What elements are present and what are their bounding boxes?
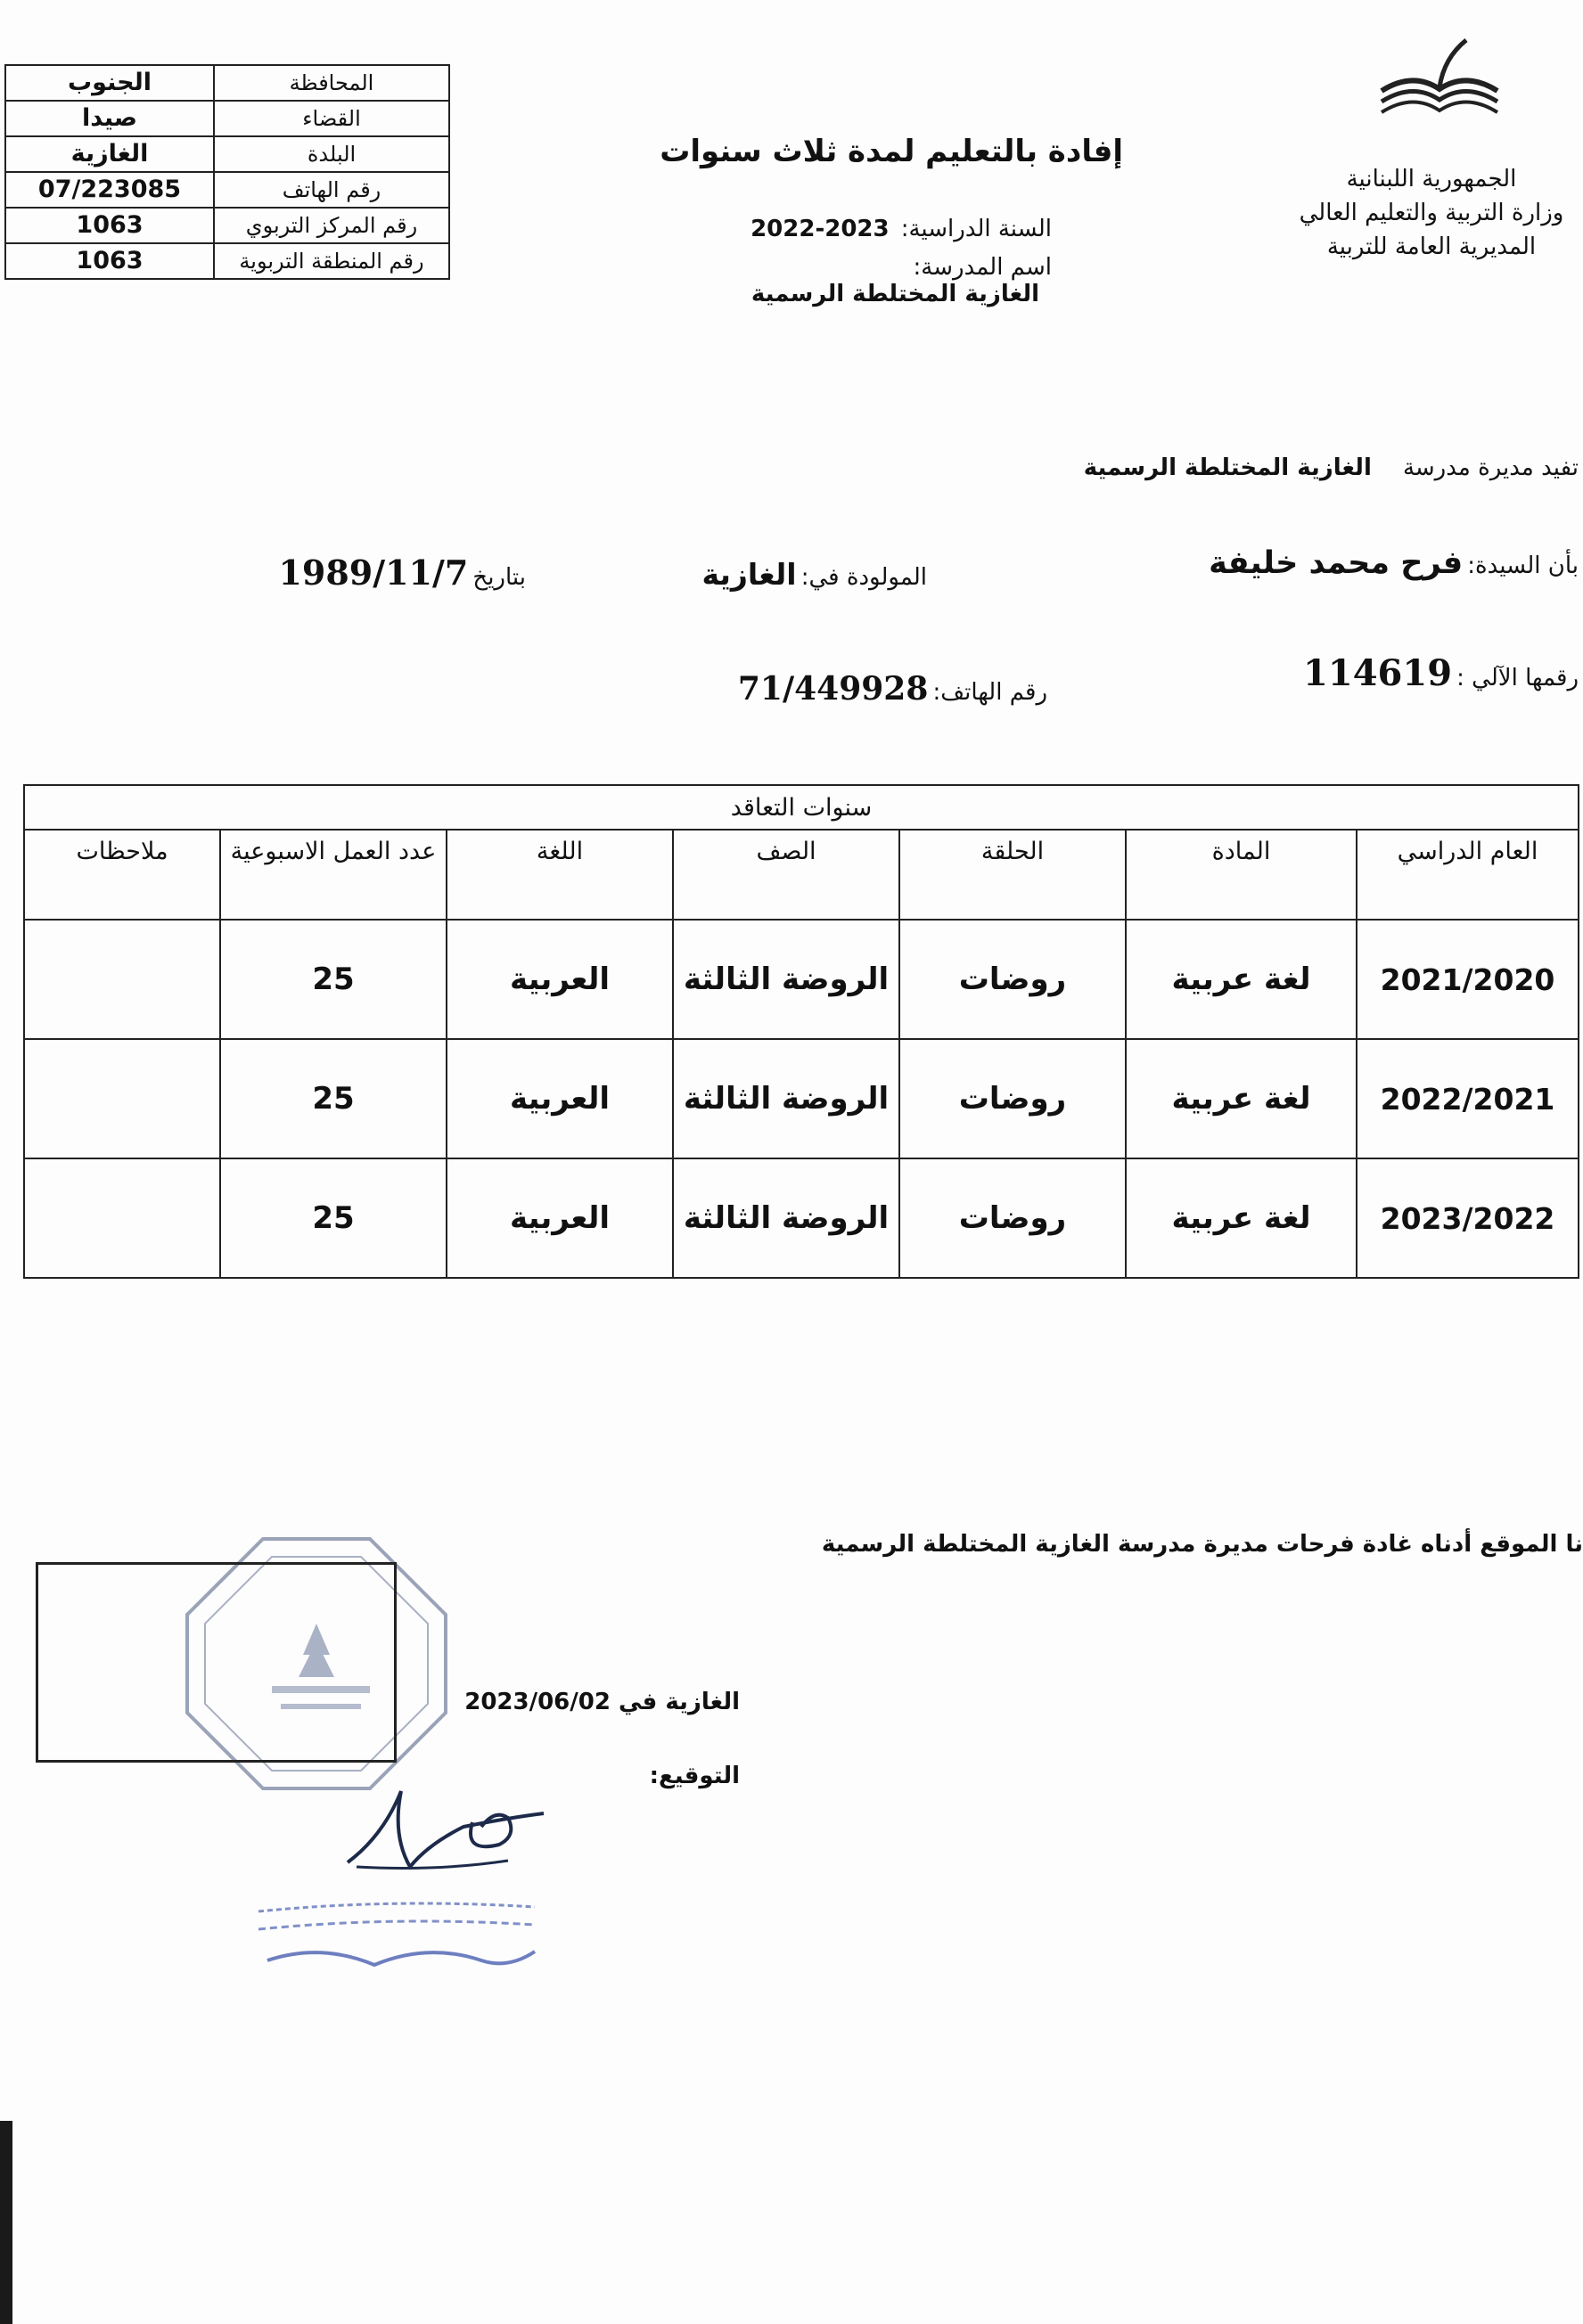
header-cycle: الحلقة: [899, 830, 1126, 920]
cell-year: 2021/2020: [1357, 920, 1579, 1039]
id-label: رقمها الآلي :: [1456, 665, 1579, 691]
signature-box: [36, 1562, 397, 1763]
place-date: الغازية في 2023/06/02: [464, 1689, 740, 1715]
info-value: صيدا: [5, 101, 214, 136]
born-line: [695, 557, 927, 592]
cell-subject: لغة عربية: [1126, 1158, 1357, 1278]
table-caption: سنوات التعاقد: [24, 785, 1579, 830]
school-year-label: السنة الدراسية:: [900, 216, 1052, 242]
info-value: الجنوب: [5, 65, 214, 101]
intro-line: [1044, 454, 1579, 481]
ministry-logo: [1368, 36, 1511, 143]
handwritten-signature: [330, 1782, 562, 1889]
header-year: العام الدراسي: [1357, 830, 1579, 920]
school-year-value: 2023-2022: [750, 216, 890, 242]
cell-language: العربية: [447, 1158, 673, 1278]
cell-cycle: روضات: [899, 1158, 1126, 1278]
cell-subject: لغة عربية: [1126, 1039, 1357, 1158]
cell-cycle: روضات: [899, 1039, 1126, 1158]
cell-language: العربية: [447, 920, 673, 1039]
directorate-name: المديرية العامة للتربية: [1326, 233, 1537, 260]
info-row: [5, 136, 449, 172]
table-caption-row: [24, 785, 1579, 830]
info-value: الغازية: [5, 136, 214, 172]
signatory-statement: نا الموقع أدناه غادة فرحات مديرة مدرسة الغازية المختلطة الرسمية: [821, 1531, 1583, 1558]
school-name-line: [651, 254, 1052, 307]
cell-class: الروضة الثالثة: [673, 1039, 899, 1158]
cell-year: 2022/2021: [1357, 1039, 1579, 1158]
born-place: الغازية: [701, 557, 797, 592]
info-key: رقم المركز التربوي: [214, 208, 449, 243]
info-row: [5, 172, 449, 208]
cell-language: العربية: [447, 1039, 673, 1158]
school-name-value: الغازية المختلطة الرسمية: [750, 281, 1039, 307]
table-row: [24, 920, 1579, 1039]
info-row: [5, 101, 449, 136]
school-info-table: [4, 64, 450, 280]
phone-label: رقم الهاتف:: [932, 679, 1047, 706]
lady-label: بأن السيدة:: [1467, 552, 1579, 579]
header-class: الصف: [673, 830, 899, 920]
info-key: رقم المنطقة التربوية: [214, 243, 449, 279]
info-row: [5, 208, 449, 243]
info-key: القضاء: [214, 101, 449, 136]
date-label: بتاريخ: [472, 564, 526, 591]
cell-class: الروضة الثالثة: [673, 920, 899, 1039]
cell-weekly-hours: 25: [220, 1039, 447, 1158]
birth-date: 1989/11/7: [278, 552, 469, 593]
lady-line: [1133, 545, 1579, 581]
cell-weekly-hours: 25: [220, 1158, 447, 1278]
info-value: 1063: [5, 243, 214, 279]
document-title: إفادة بالتعليم لمدة ثلاث سنوات: [660, 134, 1123, 169]
republic-name: الجمهورية اللبنانية: [1346, 166, 1517, 192]
intro-label: تفيد مديرة مدرسة: [1402, 454, 1579, 481]
born-label: المولودة في:: [800, 564, 927, 591]
cell-notes: [24, 1039, 220, 1158]
cell-cycle: روضات: [899, 920, 1126, 1039]
table-row: [24, 1039, 1579, 1158]
cell-weekly-hours: 25: [220, 920, 447, 1039]
table-header-row: [24, 830, 1579, 920]
info-key: رقم الهاتف: [214, 172, 449, 208]
school-name-label: اسم المدرسة:: [913, 254, 1052, 281]
info-key: المحافظة: [214, 65, 449, 101]
signature-label: التوقيع:: [649, 1763, 740, 1789]
contract-years-table: [23, 784, 1579, 1279]
cell-class: الروضة الثالثة: [673, 1158, 899, 1278]
header-subject: المادة: [1126, 830, 1357, 920]
phone-value: 71/449928: [737, 670, 929, 708]
header-notes: ملاحظات: [24, 830, 220, 920]
ink-name-stamp: [250, 1889, 544, 1987]
info-value: 1063: [5, 208, 214, 243]
lady-name: فرح محمد خليفة: [1209, 545, 1464, 581]
cell-year: 2023/2022: [1357, 1158, 1579, 1278]
intro-school: الغازية المختلطة الرسمية: [1083, 454, 1372, 481]
info-row: [5, 243, 449, 279]
phone-line: [709, 670, 1047, 708]
cell-notes: [24, 920, 220, 1039]
header-weekly-hours: عدد العمل الاسبوعية: [220, 830, 447, 920]
date-line: [258, 552, 526, 593]
scan-edge: [0, 2121, 12, 2324]
cell-notes: [24, 1158, 220, 1278]
table-row: [24, 1158, 1579, 1278]
ministry-name: وزارة التربية والتعليم العالي: [1299, 200, 1564, 226]
cell-subject: لغة عربية: [1126, 920, 1357, 1039]
school-year-line: [660, 216, 1052, 242]
info-row: [5, 65, 449, 101]
id-line: [1222, 652, 1579, 694]
info-value: 07/223085: [5, 172, 214, 208]
header-language: اللغة: [447, 830, 673, 920]
info-key: البلدة: [214, 136, 449, 172]
id-value: 114619: [1303, 652, 1453, 694]
